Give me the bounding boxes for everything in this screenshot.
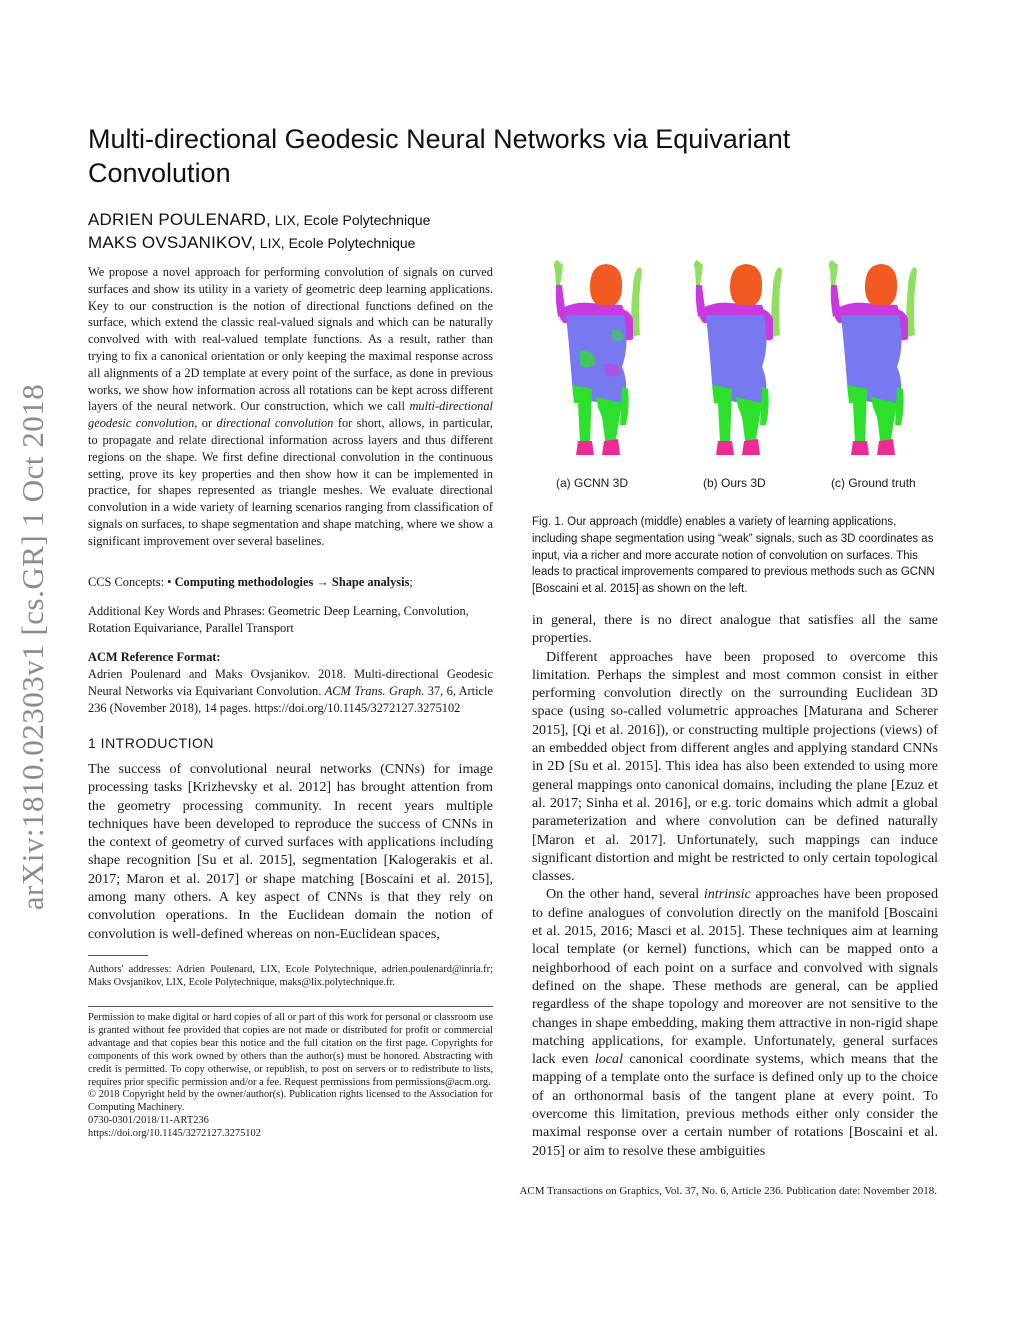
author-2-name: MAKS OVSJANIKOV,	[88, 233, 256, 252]
abstract-text-1: We propose a novel approach for performing convolution of signals on curved surfaces and show its utility in a variety of geometric deep learning applications. Key to our construction is the notion of directional functions defined on the surface, which extend the classic real-valued signals and which can be naturally convolved with with real-valued template functions. As a result, rather than trying to fix a canonical orientation or only keeping the maximal response across all alignments of a 2D template at every point of the surface, as done in previous works, we show how information across all rotations can be kept across different layers of the neural network. Our construction, which we call	[88, 265, 493, 414]
footnote-divider	[88, 955, 148, 956]
local-emphasis: local	[594, 1051, 623, 1068]
abstract	[88, 264, 493, 550]
subcaption-c: (c) Ground truth	[831, 476, 916, 490]
paper-title: Multi-directional Geodesic Neural Networks via Equivariant Convolution	[88, 124, 791, 188]
ccs-term-1: Computing methodologies	[174, 575, 314, 589]
figure-1a-shape	[554, 260, 642, 455]
subcaption-a: (a) GCNN 3D	[556, 476, 629, 490]
abstract-emphasis-2: directional convolution	[216, 416, 334, 431]
acm-ref-part-2: 37, 6, Article 236 (November 2018), 14 pages. https://doi.org/10.1145/3272127.3275102	[88, 684, 493, 715]
page-footer: ACM Transactions on Graphics, Vol. 37, No. 6, Article 236. Publication date: November 2018.	[519, 1185, 937, 1197]
figure-1b-shape	[694, 260, 782, 455]
intrinsic-text-2: approaches have been proposed to define analogues of convolution directly on the manifold [Boscaini et al. 2015, 2016; Masci et al. 2015]. These techniques aim at learning local template (or kernel) functions, which can be mapped onto a neighborhood of each point on a surface and convolved with signals defined on the shape. These methods are general, can be applied regardless of the shape topology and moreover are not sensitive to the changes in shape embedding, making them attractive in non-rigid shape matching applications, for example. Unfortunately, general surfaces lack even	[532, 886, 938, 1068]
figure-1-caption: Fig. 1. Our approach (middle) enables a variety of learning applications, including shape segmentation using “weak” signals, such as 3D coordinates as input, via a richer and more accurate notion of convolution on surfaces. This leads to practical improvements compared to previous methods such as GCNN [Boscaini et al. 2015] as shown on the left.	[532, 516, 935, 596]
abstract-emphasis-1: multi-directional geodesic convolution	[88, 399, 493, 431]
figure-1c-shape	[829, 260, 917, 455]
keywords: Additional Key Words and Phrases: Geometric Deep Learning, Convolution, Rotation Equivariance, Parallel Transport	[88, 604, 469, 635]
ccs-term-2: Shape analysis	[331, 575, 410, 589]
section-heading-introduction: 1 INTRODUCTION	[88, 735, 214, 751]
introduction-text: The success of convolutional neural networks (CNNs) for image processing tasks [Krizhevsky et al. 2012] has brought attention from the geometry processing community. In recent years multiple techniques have been developed to reproduce the success of CNNs in the context of geometry of curved surfaces with applications including shape recognition [Su et al. 2015], segmentation [Kalogerakis et al. 2017; Maron et al. 2017] or shape matching [Boscaini et al. 2015], among many others. A key aspect of CNNs is that they rely on convolution operations. In the Euclidean domain the notion of convolution is well-defined whereas on non-Euclidean spaces,	[88, 761, 493, 942]
footnote-permission: Permission to make digital or hard copies of all or part of this work for personal or classroom use is granted without fee provided that copies are not made or distributed for profit or commercial advantage and that copies bear this notice and the full citation on the first page. Copyrights for components of this work owned by others than the author(s) must be honored. Abstracting with credit is permitted. To copy otherwise, or republish, to post on servers or to redistribute to lists, requires prior specific permission and/or a fee. Request permissions from permissions@acm.org.	[88, 1012, 493, 1088]
ccs-concepts	[88, 574, 493, 591]
footnote-authors: Authors' addresses: Adrien Poulenard, LIX, Ecole Polytechnique, adrien.poulenard@inria.fr; Maks Ovsjanikov, LIX, Ecole Polytechnique, maks@lix.polytechnique.fr.	[88, 964, 493, 988]
right-column-text	[532, 611, 938, 1160]
subcaption-b: (b) Ours 3D	[703, 476, 766, 490]
footnote-copyright: © 2018 Copyright held by the owner/author(s). Publication rights licensed to the Association for Computing Machinery.	[88, 1089, 493, 1114]
footnote-permission-block	[88, 1012, 493, 1141]
ccs-end: ;	[409, 575, 413, 589]
intrinsic-text-3: canonical coordinate systems, which means that the mapping of a template onto the surface is defined only up to the choice of an orthonormal basis of the tangent plane at every point. To overcome this limitation, previous methods either only consider the maximal response over a certain number of rotations [Boscaini et al. 2015] or aim to resolve these ambiguities	[532, 1051, 938, 1159]
paragraph-intrinsic	[532, 885, 938, 1159]
author-1-affiliation: LIX, Ecole Polytechnique	[270, 212, 431, 228]
acm-ref-text	[88, 666, 493, 717]
abstract-text-3: for short, allows, in particular, to propagate and relate directional information across layers and thus different regions on the shape. We first define directional convolution in the continuous setting, prove its key properties and then show how it can be implemented in practice, for shapes represented as triangle meshes. We evaluate directional convolution in a wide variety of learning scenarios ranging from classification of signals on surfaces, to shape segmentation and shape matching, where we show a significant improvement over several baselines.	[88, 416, 493, 548]
arxiv-id: arXiv:1810.02303v1 [cs.GR] 1 Oct 2018	[15, 383, 50, 911]
paragraph-continued: in general, there is no direct analogue that satisfies all the same properties.	[532, 612, 938, 647]
ccs-arrow: →	[313, 575, 332, 589]
footnote-doi: https://doi.org/10.1145/3272127.3275102	[88, 1128, 261, 1140]
abstract-text-2: , or	[194, 416, 217, 431]
paragraph-approaches: Different approaches have been proposed to overcome this limitation. Perhaps the simplest and most common consist in either performing convolution directly on the surrounding Euclidean 3D space (using so-called volumetric approaches [Maturana and Scherer 2015], [Qi et al. 2016]), or constructing multiple projections (views) of an embedded object from different angles and applying standard CNNs in 2D [Su et al. 2015]. This idea has also been extended to using more general mappings onto canonical domains, including the plane [Ezuz et al. 2017; Sinha et al. 2016], or e.g. toric domains which admit a global parameterization and where convolution can be defined naturally [Maron et al. 2017]. Unfortunately, such mappings can induce significant distortion and might be restricted to only certain topological classes.	[532, 648, 938, 885]
acm-ref-part-1: Adrien Poulenard and Maks Ovsjanikov. 2018. Multi-directional Geodesic Neural Networks via Equivariant Convolution.	[88, 667, 493, 698]
intrinsic-emphasis: intrinsic	[703, 886, 751, 903]
acm-ref-journal: ACM Trans. Graph.	[324, 684, 425, 698]
footnote-issn: 0730-0301/2018/11-ART236	[88, 1115, 209, 1127]
author-1	[88, 210, 430, 230]
author-1-name: ADRIEN POULENARD,	[88, 210, 271, 229]
acm-ref-heading: ACM Reference Format:	[88, 650, 221, 664]
ccs-label: CCS Concepts: •	[88, 575, 175, 589]
permission-divider	[88, 1006, 493, 1007]
intrinsic-text-1: On the other hand, several	[546, 886, 704, 903]
figure-1	[530, 255, 940, 465]
author-2	[88, 233, 415, 253]
author-2-affiliation: LIX, Ecole Polytechnique	[255, 235, 416, 251]
figure-1-image	[530, 255, 940, 465]
arxiv-sidebar	[8, 362, 58, 932]
